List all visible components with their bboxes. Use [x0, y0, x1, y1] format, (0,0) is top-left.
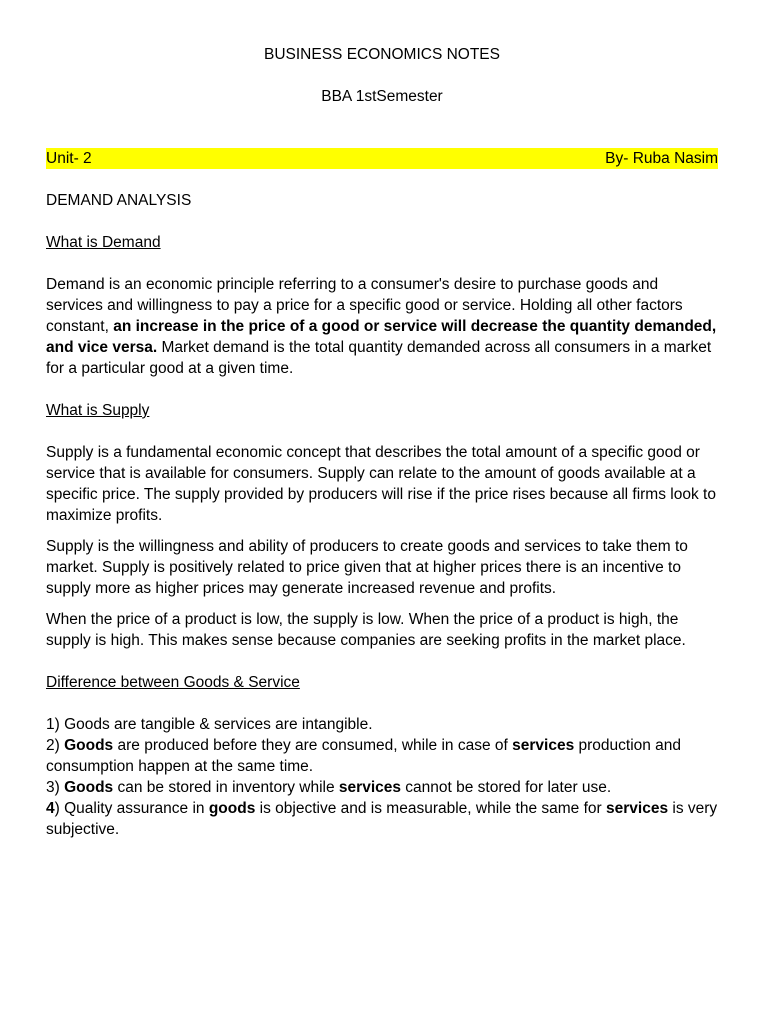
demand-heading: What is Demand	[46, 234, 161, 251]
item4-goods: goods	[208, 800, 256, 817]
supply-paragraph-3: When the price of a product is low, the supply is low. When the price of a product is high, the supply is high. This makes sense because companies are seeking profits in the market place.	[46, 611, 686, 649]
item4-start: ) Quality assurance in	[54, 800, 209, 817]
item3-prefix: 3)	[46, 779, 65, 796]
demand-text-bold: an increase in the price of a good or service will decrease the quantity demanded, and vice versa.	[46, 318, 717, 356]
difference-item-4	[46, 798, 718, 840]
supply-heading: What is Supply	[46, 402, 150, 419]
difference-list	[46, 714, 718, 840]
item3-end: cannot be stored for later use.	[400, 779, 612, 796]
demand-text-1: Demand is an economic principle referring to a consumer's desire to purchase goods and services and willingness to pay a price for a specific good or service. Holding all other factors constant,	[46, 276, 683, 335]
difference-item-3	[46, 777, 718, 798]
item3-services: services	[338, 779, 401, 796]
document-subtitle: BBA 1stSemester	[321, 88, 443, 105]
difference-heading: Difference between Goods & Service	[46, 674, 300, 691]
item4-services: services	[606, 800, 669, 817]
difference-item-2	[46, 735, 718, 777]
supply-paragraph-1: Supply is a fundamental economic concept that describes the total amount of a specific good or service that is available for consumers. Supply can relate to the amount of goods available at a specific price. The supply provided by producers will rise if the price rises because all firms look to maximize profits.	[46, 444, 716, 524]
difference-item-1: 1) Goods are tangible & services are intangible.	[46, 716, 373, 733]
item2-goods: Goods	[64, 737, 114, 754]
demand-text-2: Market demand is the total quantity demanded across all consumers in a market for a particular good at a given time.	[46, 339, 712, 377]
section-title: DEMAND ANALYSIS	[46, 192, 192, 209]
item3-goods: Goods	[64, 779, 114, 796]
unit-label: Unit- 2	[46, 150, 92, 167]
supply-paragraph-2: Supply is the willingness and ability of producers to create goods and services to take them to market. Supply is positively related to price given that at higher prices there is an incentive to supply more as higher prices may generate increased revenue and profits.	[46, 538, 688, 597]
item2-mid: are produced before they are consumed, while in case of	[113, 737, 513, 754]
item4-end: is very subjective.	[46, 800, 718, 838]
item2-services: services	[512, 737, 575, 754]
item2-prefix: 2)	[46, 737, 65, 754]
demand-paragraph	[46, 274, 718, 379]
item4-number: 4	[46, 800, 55, 817]
item4-mid: is objective and is measurable, while the same for	[255, 800, 606, 817]
author-label: By- Ruba Nasim	[605, 150, 718, 167]
unit-bar	[46, 148, 718, 169]
document-body	[46, 44, 718, 840]
item2-end: production and consumption happen at the same time.	[46, 737, 682, 775]
item3-mid: can be stored in inventory while	[113, 779, 339, 796]
document-title: BUSINESS ECONOMICS NOTES	[264, 46, 500, 63]
